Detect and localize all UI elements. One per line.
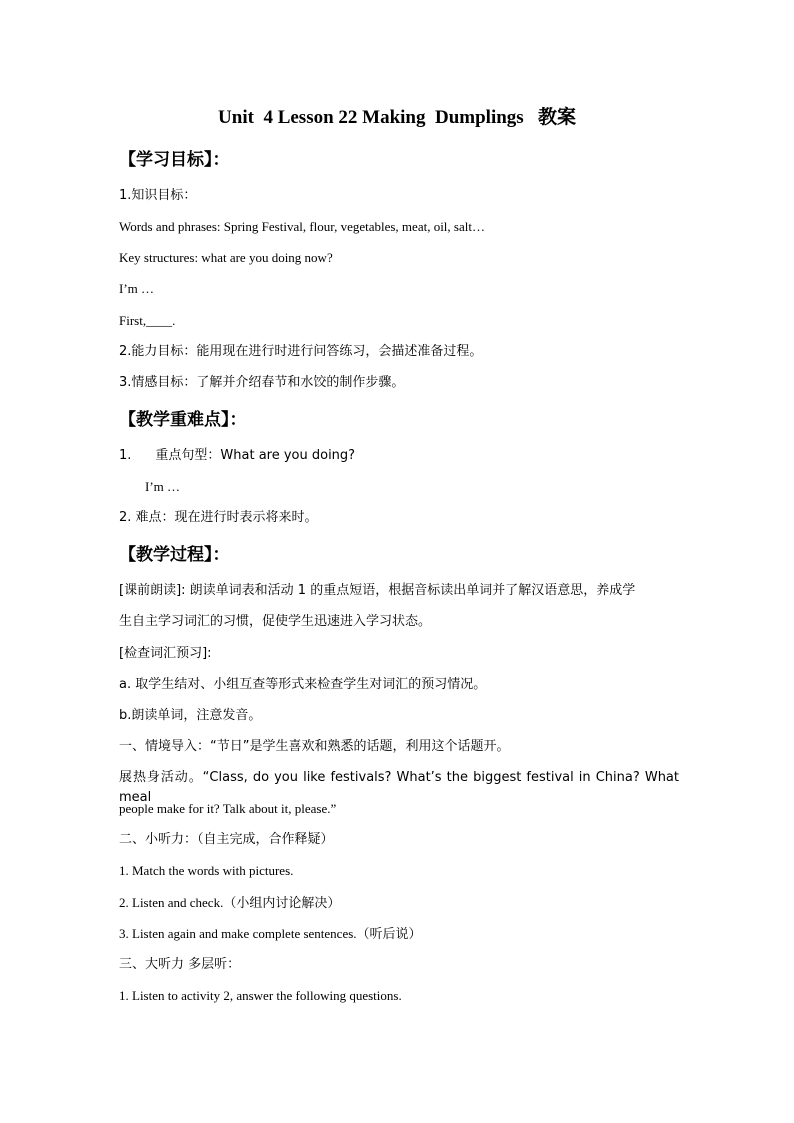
check-vocab-a: a. 取学生结对、小组互查等形式来检查学生对词汇的预习情况。 xyxy=(119,677,487,692)
step-2-item-1: 1. Match the words with pictures. xyxy=(119,863,294,878)
words-phrases-line: Words and phrases: Spring Festival, flour, vegetables, meat, oil, salt… xyxy=(119,219,485,234)
im-line: I’m … xyxy=(119,281,155,296)
check-vocab-label: [检查词汇预习]: xyxy=(119,646,212,661)
step-3-heading: 三、大听力 多层听： xyxy=(119,957,241,972)
step-2-item-3: 3. Listen again and make complete sentences.（听后说） xyxy=(119,926,422,941)
objectives-heading: 【学习目标】： xyxy=(119,150,230,170)
preview-line-2: 生自主学习词汇的习惯，促使学生迅速进入学习状态。 xyxy=(119,614,432,629)
key-point-1-text: 重点句型：What are you doing? xyxy=(155,448,356,463)
knowledge-objective-label: 1.知识目标： xyxy=(119,188,197,203)
step-3-item-1: 1. Listen to activity 2, answer the following questions. xyxy=(119,988,402,1003)
key-point-1-answer: I’m … xyxy=(145,479,181,494)
key-point-2: 2. 难点：现在进行时表示将来时。 xyxy=(119,510,318,525)
preview-line-1: [课前朗读]: 朗读单词表和活动 1 的重点短语，根据音标读出单词并了解汉语意思，养成学 xyxy=(119,583,636,598)
step-1-activity-line-2: people make for it? Talk about it, please.” xyxy=(119,801,337,816)
document-title: Unit 4 Lesson 22 Making Dumplings 教案 xyxy=(218,107,576,128)
emotion-objective: 3.情感目标：了解并介绍春节和水饺的制作步骤。 xyxy=(119,375,405,390)
key-point-1 xyxy=(119,446,679,466)
key-point-1-number: 1. xyxy=(119,448,132,463)
key-structures-line: Key structures: what are you doing now? xyxy=(119,250,333,265)
check-vocab-b: b.朗读单词，注意发音。 xyxy=(119,708,262,723)
step-1-activity-line-1: 展热身活动。“Class, do you like festivals? What’s the biggest festival in China? What meal xyxy=(119,770,679,805)
step-1-intro: 一、情境导入：“节日”是学生喜欢和熟悉的话题，利用这个话题开。 xyxy=(119,739,510,754)
process-heading: 【教学过程】： xyxy=(119,545,230,565)
ability-objective: 2.能力目标：能用现在进行时进行问答练习，会描述准备过程。 xyxy=(119,344,483,359)
step-2-item-2: 2. Listen and check.（小组内讨论解决） xyxy=(119,895,341,910)
step-2-heading: 二、小听力：（自主完成，合作释疑） xyxy=(119,832,334,847)
key-points-heading: 【教学重难点】： xyxy=(119,410,247,430)
first-line: First,____. xyxy=(119,313,176,328)
